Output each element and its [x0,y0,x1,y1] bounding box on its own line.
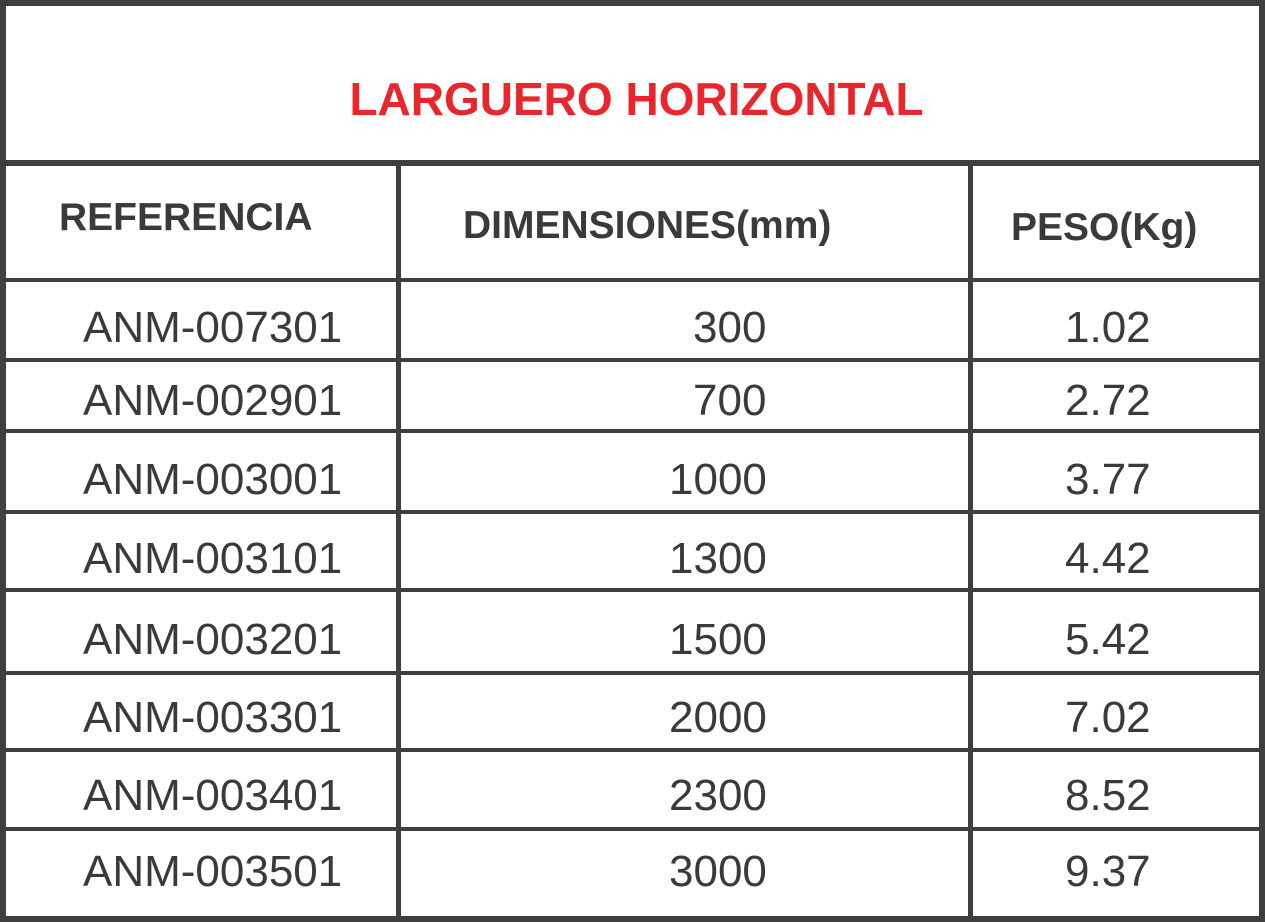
cell-dimensions [396,592,968,671]
dimensions-value: 1500 [669,615,767,664]
cell-reference [6,362,396,429]
cell-weight [968,752,1259,827]
cell-reference [6,752,396,827]
cell-weight [968,592,1259,671]
dimensions-value: 700 [693,376,767,425]
weight-value: 4.42 [1065,534,1151,583]
cell-reference [6,592,396,671]
table-row [6,675,1259,752]
reference-value: ANM-002901 [83,376,343,425]
table-row [6,362,1259,433]
cell-dimensions [396,433,968,510]
dimensions-value: 2300 [669,771,767,820]
header-weight: PESO(Kg) [1011,206,1198,249]
dimensions-value: 1300 [669,534,767,583]
table-title-cell [6,6,1259,166]
header-cell-dimensions [396,166,968,278]
weight-value: 1.02 [1065,303,1151,352]
table-row [6,433,1259,514]
cell-weight [968,433,1259,510]
cell-dimensions [396,675,968,748]
cell-dimensions [396,831,968,916]
weight-value: 9.37 [1065,847,1151,896]
weight-value: 2.72 [1065,376,1151,425]
table-row [6,282,1259,362]
reference-value: ANM-003401 [83,771,343,820]
cell-weight [968,282,1259,358]
table-row [6,831,1259,916]
cell-weight [968,675,1259,748]
cell-reference [6,831,396,916]
cell-weight [968,831,1259,916]
reference-value: ANM-003101 [83,534,343,583]
cell-reference [6,514,396,588]
reference-value: ANM-003201 [83,615,343,664]
reference-value: ANM-003301 [83,693,343,742]
cell-weight [968,362,1259,429]
reference-value: ANM-003001 [83,455,343,504]
header-cell-weight [968,166,1259,278]
dimensions-value: 3000 [669,847,767,896]
cell-reference [6,675,396,748]
cell-reference [6,282,396,358]
header-dimensions: DIMENSIONES(mm) [463,204,832,247]
dimensions-value: 1000 [669,455,767,504]
table-row [6,592,1259,675]
reference-value: ANM-007301 [83,303,343,352]
cell-dimensions [396,282,968,358]
reference-value: ANM-003501 [83,847,343,896]
table-header-row [6,166,1259,282]
weight-value: 7.02 [1065,693,1151,742]
weight-value: 5.42 [1065,615,1151,664]
cell-weight [968,514,1259,588]
weight-value: 3.77 [1065,455,1151,504]
table-row [6,752,1259,831]
cell-dimensions [396,752,968,827]
header-cell-reference [6,166,396,278]
cell-dimensions [396,514,968,588]
dimensions-value: 2000 [669,693,767,742]
table-row [6,514,1259,592]
dimensions-value: 300 [693,303,767,352]
cell-dimensions [396,362,968,429]
table-title: LARGUERO HORIZONTAL [349,73,924,125]
header-reference: REFERENCIA [59,196,313,239]
weight-value: 8.52 [1065,771,1151,820]
cell-reference [6,433,396,510]
